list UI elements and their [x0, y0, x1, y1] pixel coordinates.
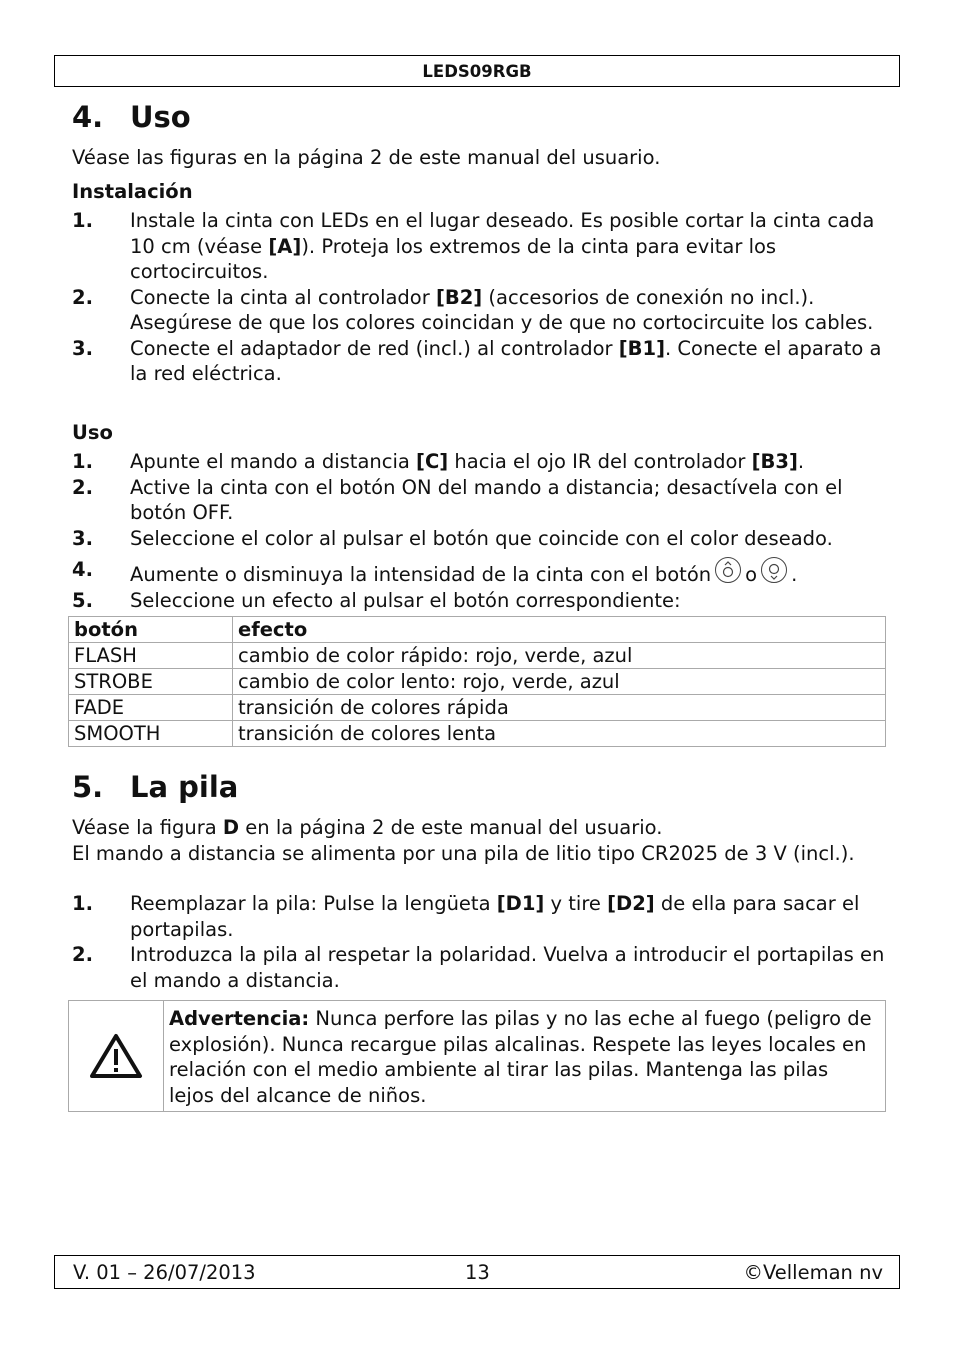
table-header-row	[69, 617, 886, 643]
text-segment: hacia el ojo IR del controlador	[448, 450, 752, 473]
list-item	[72, 526, 887, 552]
list-item	[72, 449, 887, 475]
list-item-number: 1.	[72, 892, 93, 915]
text-segment: Conecte el adaptador de red (incl.) al controlador	[130, 336, 619, 360]
section-5-intro	[72, 815, 892, 841]
button-name-cell: FADE	[69, 695, 233, 721]
text-segment: Conecte la cinta al controlador	[130, 285, 436, 309]
text-segment: Reemplazar la pila: Pulse la lengüeta	[130, 892, 497, 915]
list-item-text: Aumente o disminuya la intensidad de la cinta con el botón o .	[130, 557, 887, 588]
button-name-cell: FLASH	[69, 643, 233, 669]
reference-label: D	[222, 816, 240, 839]
text-segment: ). Proteja los extremos de la cinta para evitar los cortocircuitos.	[130, 234, 777, 283]
brightness-up-icon	[715, 557, 741, 583]
button-name-cell: STROBE	[69, 669, 233, 695]
brightness-down-icon	[761, 557, 787, 583]
table-header-effect: efecto	[233, 617, 886, 643]
text-segment: Active la cinta con el botón ON del mando a distancia; desactívela con el botón OFF.	[130, 475, 843, 524]
list-item-text	[130, 475, 887, 526]
effect-description-cell: cambio de color lento: rojo, verde, azul	[233, 669, 886, 695]
text-segment: Véase la figura	[72, 816, 223, 839]
text-segment: Apunte el mando a distancia	[130, 450, 417, 473]
list-item-number: 4.	[72, 558, 93, 581]
list-item-number: 3.	[72, 336, 93, 360]
list-item	[72, 557, 887, 588]
reference-label: [C]	[416, 450, 449, 473]
footer-page-number: 13	[465, 1261, 490, 1284]
installation-heading: Instalación	[72, 180, 193, 203]
list-item-text	[130, 942, 887, 993]
effects-table	[68, 616, 886, 747]
warning-text: Advertencia: Nunca perfore las pilas y no las eche al fuego (peligro de explosión). Nunca recargue pilas alcalinas. Respete las leyes locales en relación con el medio ambiente al tirar las pilas. Mantenga las pilas lejos del alcance de niños.	[169, 1007, 872, 1107]
effect-description-cell: cambio de color rápido: rojo, verde, azul	[233, 643, 886, 669]
list-item-text	[130, 285, 887, 336]
list-item-text	[130, 891, 887, 942]
battery-list	[72, 891, 887, 993]
list-item	[72, 336, 887, 387]
list-item	[72, 475, 887, 526]
warning-label: Advertencia:	[169, 1007, 310, 1030]
table-row	[69, 643, 886, 669]
use-heading: Uso	[72, 421, 113, 444]
effect-description-cell: transición de colores lenta	[233, 721, 886, 747]
reference-label: [B1]	[618, 336, 666, 360]
model-name: LEDS09RGB	[422, 62, 532, 81]
table-row	[69, 669, 886, 695]
list-item-number: 5.	[72, 588, 93, 612]
list-item	[72, 208, 887, 285]
section-4-heading: 4. Uso	[72, 100, 191, 134]
table-row	[69, 721, 886, 747]
footer-version: V. 01 – 26/07/2013	[73, 1261, 256, 1284]
warning-box	[68, 1000, 886, 1112]
text-segment: Seleccione un efecto al pulsar el botón correspondiente:	[130, 588, 681, 612]
text-segment: . Conecte el aparato a la red eléctrica.	[130, 336, 882, 385]
list-item	[72, 588, 887, 614]
list-item-number: 2.	[72, 285, 93, 309]
reference-label: [A]	[268, 234, 302, 258]
list-item-number: 3.	[72, 526, 93, 550]
text-segment: (accesorios de conexión no incl.). Asegúrese de que los colores coincidan y de que no cortocircuite los cables.	[130, 285, 874, 334]
list-item	[72, 285, 887, 336]
list-item-number: 2.	[72, 475, 93, 499]
list-item	[72, 891, 887, 942]
section-5-heading: 5. La pila	[72, 770, 239, 804]
page-header	[54, 55, 900, 87]
text-segment: Seleccione el color al pulsar el botón que coincide con el color deseado.	[130, 526, 833, 550]
list-item-text	[130, 588, 887, 614]
section-4-intro: Véase las figuras en la página 2 de este manual del usuario.	[72, 146, 661, 169]
page-footer	[54, 1255, 900, 1289]
effect-description-cell: transición de colores rápida	[233, 695, 886, 721]
reference-label: [D2]	[607, 892, 655, 915]
reference-label: [B3]	[751, 450, 798, 473]
text-segment: .	[797, 450, 805, 473]
section-5-intro-2: El mando a distancia se alimenta por una pila de litio tipo CR2025 de 3 V (incl.).	[72, 842, 855, 865]
text-segment: y tire	[544, 892, 608, 915]
installation-list	[72, 208, 887, 387]
warning-triangle-icon	[69, 1001, 164, 1111]
table-header-button: botón	[69, 617, 233, 643]
use-list	[72, 449, 887, 613]
text-segment: de ella para sacar el portapilas.	[130, 892, 860, 941]
list-item-text	[130, 336, 887, 387]
reference-label: [D1]	[496, 892, 545, 915]
list-item-number: 1.	[72, 209, 93, 232]
footer-copyright: ©Velleman nv	[743, 1261, 883, 1284]
list-item-text	[130, 449, 887, 475]
list-item-number: 2.	[72, 943, 93, 966]
text-segment: Introduzca la pila al respetar la polaridad. Vuelva a introducir el portapilas en el mando a distancia.	[130, 943, 885, 992]
table-row	[69, 695, 886, 721]
text-segment: Instale la cinta con LEDs en el lugar deseado. Es posible cortar la cinta cada 10 cm (véase	[130, 209, 875, 258]
list-item	[72, 942, 887, 993]
reference-label: [B2]	[435, 285, 483, 309]
list-item-text	[130, 526, 887, 552]
text-segment: en la página 2 de este manual del usuario.	[239, 816, 663, 839]
button-name-cell: SMOOTH	[69, 721, 233, 747]
list-item-number: 1.	[72, 450, 93, 473]
list-item-text	[130, 208, 887, 285]
